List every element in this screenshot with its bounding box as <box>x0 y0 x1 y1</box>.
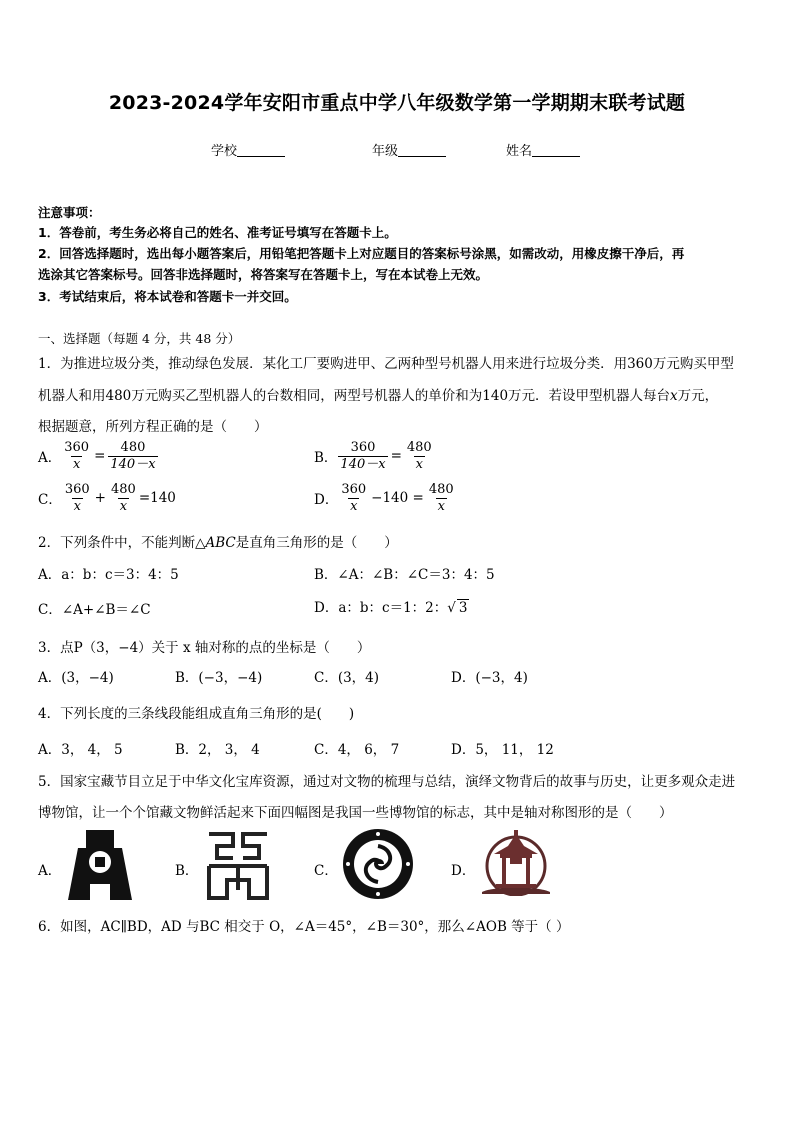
q2-option-b[interactable]: B．∠A：∠B：∠C＝3：4：5 <box>314 567 495 583</box>
q5-option-a-label[interactable]: A． <box>38 863 62 879</box>
page-title: 2023-2024学年安阳市重点中学八年级数学第一学期期末联考试题 <box>108 92 686 114</box>
q1-line2-text: 机器人和用480万元购买乙型机器人的台数相同，两型号机器人的单价和为140万元．若设甲型机器人每台 <box>38 388 671 404</box>
grade-field <box>372 140 446 159</box>
equals-sign: = <box>390 448 402 465</box>
denominator: x <box>73 498 81 514</box>
note-item: 3．考试结束后，将本试卷和答题卡一并交回。 <box>38 289 297 304</box>
minus-equals: −140 = <box>371 490 424 507</box>
q4-stem: 4．下列长度的三条线段能组成直角三角形的是( ) <box>38 706 355 722</box>
sqrt-radicand: 3 <box>458 600 468 616</box>
denominator: x <box>350 498 358 514</box>
q2-stem <box>38 531 398 551</box>
numerator: 360 <box>341 482 367 497</box>
interlock-logo-icon <box>203 830 273 902</box>
fraction <box>62 440 91 472</box>
fraction <box>405 440 434 472</box>
q3-option-b[interactable]: B．(−3，−4) <box>175 670 263 686</box>
q3-option-a[interactable]: A．(3，−4) <box>38 670 114 686</box>
pavilion-logo-icon <box>478 828 554 896</box>
denominator: 140－x <box>340 456 386 472</box>
denominator: x <box>72 456 81 472</box>
q5-option-b-label[interactable]: B． <box>175 863 199 879</box>
q2-option-a[interactable]: A．a：b：c＝3：4：5 <box>38 567 179 583</box>
q2-option-d[interactable] <box>314 596 469 616</box>
q2-stem-text: 2．下列条件中，不能判断△ <box>38 535 206 551</box>
q1-option-c[interactable] <box>38 482 176 514</box>
q4-option-d[interactable]: D．5， 11， 12 <box>451 742 554 758</box>
q1-line2-tail: 万元， <box>677 388 719 404</box>
denominator: 140－x <box>110 456 156 472</box>
denominator: x <box>119 498 128 514</box>
fraction <box>338 440 387 472</box>
q5-line2: 博物馆，让一个个馆藏文物鲜活起来下面四幅图是我国一些博物馆的标志，其中是轴对称图形的是（ ） <box>38 805 673 821</box>
numerator: 480 <box>406 440 432 455</box>
fraction <box>63 482 92 514</box>
name-blank <box>532 144 580 157</box>
option-text: D．a：b：c＝1：2： <box>314 600 448 616</box>
q1-option-d[interactable] <box>314 482 457 514</box>
q1-line3: 根据题意，所列方程正确的是（ ） <box>38 419 268 435</box>
note-item: 1．答卷前，考生务必将自己的姓名、准考证号填写在答题卡上。 <box>38 225 397 240</box>
swirl-ring-logo-icon <box>342 828 414 900</box>
q1-line2 <box>38 384 718 404</box>
option-label: C． <box>38 492 62 509</box>
option-label: D． <box>314 492 339 509</box>
triangle-name: ABC <box>205 535 236 551</box>
q5-option-d-label[interactable]: D． <box>451 863 476 879</box>
q4-option-c[interactable]: C．4， 6， 7 <box>314 742 400 758</box>
grade-blank <box>398 144 446 157</box>
fraction <box>109 482 138 514</box>
numerator: 480 <box>120 440 146 455</box>
fraction <box>339 482 368 514</box>
sqrt-symbol: √ <box>447 600 456 616</box>
fraction <box>108 440 157 472</box>
numerator: 480 <box>428 482 454 497</box>
q2-option-c[interactable]: C．∠A+∠B＝∠C <box>38 602 151 618</box>
q5-line1: 5．国家宝藏节目立足于中华文化宝库资源，通过对文物的梳理与总结，演绎文物背后的故事与历史，让更多观众走进 <box>38 774 736 790</box>
option-label: B． <box>314 450 338 467</box>
option-label: A． <box>38 450 62 467</box>
q6-stem: 6．如图，AC∥BD，AD 与BC 相交于 O，∠A＝45°，∠B＝30°，那么∠AOB 等于（ ） <box>38 919 570 935</box>
denominator: x <box>437 498 445 514</box>
name-field <box>506 140 580 159</box>
q3-option-d[interactable]: D．(−3，4) <box>451 670 528 686</box>
q3-stem: 3．点P（3，−4）关于 x 轴对称的点的坐标是（ ） <box>38 640 371 656</box>
fraction <box>427 482 456 514</box>
q1-option-b[interactable] <box>314 440 435 472</box>
q4-option-a[interactable]: A．3， 4， 5 <box>38 742 123 758</box>
section-heading: 一、选择题（每题 4 分，共 48 分） <box>38 331 241 346</box>
numerator: 360 <box>350 440 376 455</box>
numerator: 360 <box>64 440 90 455</box>
school-field <box>211 140 285 159</box>
grade-label: 年级 <box>372 144 399 159</box>
numerator: 360 <box>64 482 90 497</box>
school-label: 学校 <box>211 144 238 159</box>
q3-option-c[interactable]: C．(3，4) <box>314 670 380 686</box>
denominator: x <box>415 456 423 472</box>
school-blank <box>237 144 285 157</box>
q5-option-c-label[interactable]: C． <box>314 863 338 879</box>
plus-sign: + <box>94 490 106 507</box>
numerator: 480 <box>110 482 136 497</box>
note-item: 选涂其它答案标号。回答非选择题时，将答案写在答题卡上，写在本试卷上无效。 <box>38 267 489 282</box>
q1-line1: 1．为推进垃圾分类，推动绿色发展．某化工厂要购进甲、乙两种型号机器人用来进行垃圾分类．用360万元购买甲型 <box>38 356 734 372</box>
equals-sign: = <box>94 448 106 465</box>
q1-option-a[interactable] <box>38 440 159 472</box>
note-item: 2．回答选择题时，选出每小题答案后，用铅笔把答题卡上对应题目的答案标号涂黑，如需改动，用橡皮擦干净后，再 <box>38 246 685 261</box>
equation-tail: =140 <box>138 490 176 507</box>
q2-stem-tail: 是直角三角形的是（ ） <box>235 535 398 551</box>
q1-variable: x <box>670 388 678 404</box>
q4-option-b[interactable]: B．2， 3， 4 <box>175 742 260 758</box>
coin-logo-icon <box>66 828 134 902</box>
name-label: 姓名 <box>506 144 533 159</box>
notes-heading: 注意事项： <box>38 205 101 220</box>
